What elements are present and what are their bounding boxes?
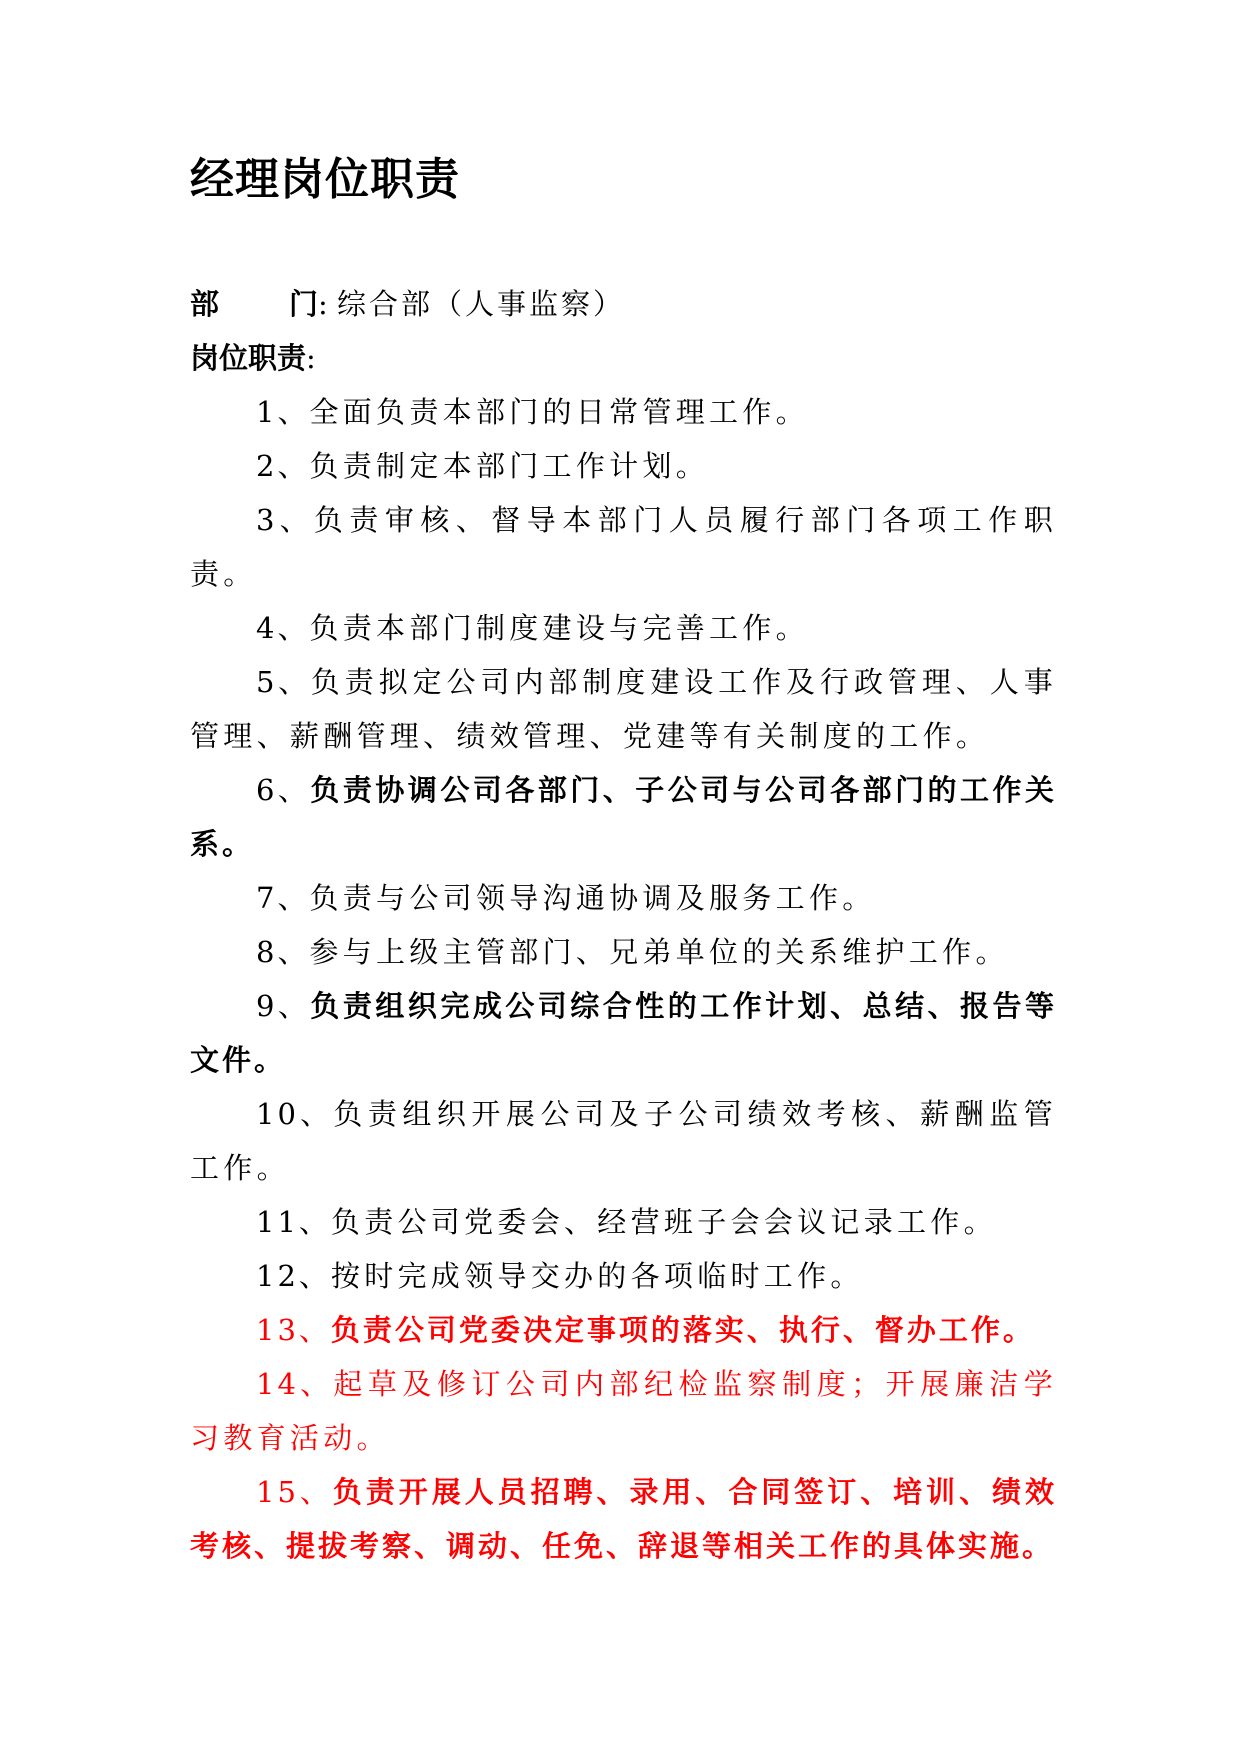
duty-item-text: 负责组织完成公司综合性的工作计划、总结、报告等文件。 xyxy=(190,989,1057,1077)
duty-item-number: 3、 xyxy=(256,503,314,537)
duties-list xyxy=(190,385,1057,1573)
duty-item-4 xyxy=(190,601,1057,655)
duty-item-number: 6、 xyxy=(256,773,311,807)
duty-item-text: 全面负责本部门的日常管理工作。 xyxy=(309,395,809,429)
duty-item-12 xyxy=(190,1249,1057,1303)
duty-item-text: 负责协调公司各部门、子公司与公司各部门的工作关系。 xyxy=(190,773,1057,861)
duty-item-11 xyxy=(190,1195,1057,1249)
duty-item-number: 13、 xyxy=(256,1313,331,1347)
department-label xyxy=(190,277,318,331)
duty-item-2 xyxy=(190,439,1057,493)
duty-item-5 xyxy=(190,655,1057,763)
duty-item-text: 负责与公司领导沟通协调及服务工作。 xyxy=(309,881,876,915)
department-value: 综合部（人事监察） xyxy=(337,287,626,321)
department-label-part2: 门 xyxy=(288,287,318,321)
duty-item-text: 负责制定本部门工作计划。 xyxy=(309,449,710,483)
duty-item-3 xyxy=(190,493,1057,601)
duty-item-10 xyxy=(190,1087,1057,1195)
duty-item-text: 负责组织开展公司及子公司绩效考核、薪酬监管工作。 xyxy=(190,1097,1057,1185)
duty-item-6 xyxy=(190,763,1057,871)
duty-item-number: 14、 xyxy=(256,1367,334,1401)
duty-item-1 xyxy=(190,385,1057,439)
duty-item-number: 15、 xyxy=(256,1475,333,1509)
duty-item-15 xyxy=(190,1465,1057,1573)
duty-item-14 xyxy=(190,1357,1057,1465)
duty-item-number: 5、 xyxy=(256,665,311,699)
duties-label: 岗位职责 xyxy=(190,341,307,375)
duty-item-13 xyxy=(190,1303,1057,1357)
duty-item-text: 负责开展人员招聘、录用、合同签订、培训、绩效考核、提拔考察、调动、任免、辞退等相关工作的具体实施。 xyxy=(190,1475,1057,1563)
duty-item-text: 起草及修订公司内部纪检监察制度；开展廉洁学习教育活动。 xyxy=(190,1367,1057,1455)
document-title: 经理岗位职责 xyxy=(190,154,460,205)
duty-item-number: 9、 xyxy=(256,989,311,1023)
department-colon: : xyxy=(318,287,328,321)
duty-item-7 xyxy=(190,871,1057,925)
duty-item-number: 11、 xyxy=(256,1205,331,1239)
duty-item-text: 参与上级主管部门、兄弟单位的关系维护工作。 xyxy=(309,935,1009,969)
department-label-part1: 部 xyxy=(190,287,220,321)
duty-item-number: 2、 xyxy=(256,449,310,483)
duties-colon: : xyxy=(306,341,316,375)
duty-item-text: 负责拟定公司内部制度建设工作及行政管理、人事管理、薪酬管理、绩效管理、党建等有关制度的工作。 xyxy=(190,665,1057,753)
duty-item-text: 负责公司党委决定事项的落实、执行、督办工作。 xyxy=(330,1313,1035,1347)
duty-item-number: 8、 xyxy=(256,935,310,969)
duties-heading xyxy=(190,331,1057,385)
duty-item-8 xyxy=(190,925,1057,979)
duty-item-number: 12、 xyxy=(256,1259,331,1293)
duty-item-9 xyxy=(190,979,1057,1087)
document-body xyxy=(190,277,1057,1573)
duty-item-number: 4、 xyxy=(256,611,310,645)
duty-item-number: 1、 xyxy=(256,395,310,429)
duty-item-text: 负责公司党委会、经营班子会会议记录工作。 xyxy=(330,1205,997,1239)
duty-item-number: 10、 xyxy=(256,1097,334,1131)
duty-item-number: 7、 xyxy=(256,881,310,915)
duty-item-text: 负责本部门制度建设与完善工作。 xyxy=(309,611,809,645)
duty-item-text: 按时完成领导交办的各项临时工作。 xyxy=(330,1259,864,1293)
duty-item-text: 负责审核、督导本部门人员履行部门各项工作职责。 xyxy=(190,503,1057,591)
department-row xyxy=(190,277,1057,331)
